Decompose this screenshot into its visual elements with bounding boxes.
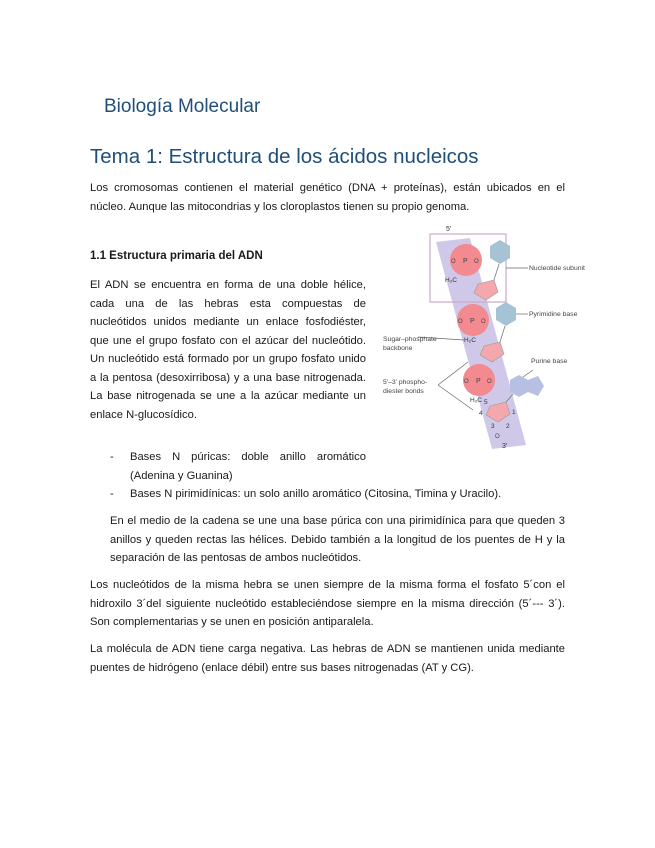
phosphate-o-3b: O [487,379,492,385]
label-sugar-phosphate-1: Sugar–phosphate [383,336,437,343]
label-nucleotide-subunit: Nucleotide subunit [529,265,585,272]
adn-paragraph: El ADN se encuentra en forma de una doble hélice, cada una de las hebras esta compuestas de nucleótidos unidos mediante un enlace fosfodiéster, que une el grupo fosfato con el azúcar del nucleótido. Un nucleótido está formado por un grupo fosfato unido a la pentosa (desoxirribosa) y a una base nitrogenada. La base nitrogenada se une a la azúcar mediante un enlace N-glucosídico. [90,279,366,421]
course-header: Biología Molecular [104,96,261,117]
phosphate-p-3: P [476,378,481,385]
base-pyrimidine-2 [496,302,516,326]
phosphate-o-3a: O [464,379,469,385]
bullet-dash: - [110,451,114,463]
negative-charge-paragraph: La molécula de ADN tiene carga negativa. Las hebras de ADN se mantienen unida mediante puentes de hidrógeno (enlace débil) entre sus bases nitrogenadas (AT y CG). [90,643,565,674]
phosphate-p-1: P [463,258,468,265]
list-item-text: Bases N pirimidínicas: un solo anillo aromático (Citosina, Timina y Uracilo). [130,488,502,500]
label-n5: 5 [484,399,488,406]
label-n3: 3 [491,423,495,430]
h2c-2: H₂C [464,337,476,344]
label-purine-base: Purine base [531,358,568,365]
base-types-list [90,448,568,504]
phosphate-o-1b: O [474,259,479,265]
phosphate-o-2a: O [458,319,463,325]
label-3prime: 3' [502,443,508,450]
label-pyrimidine-base: Pyrimidine base [529,311,578,318]
label-sugar-phosphate-2: backbone [383,345,413,352]
list-item [90,485,568,504]
bullet-dash: - [110,488,114,500]
phosphate-o-1a: O [451,259,456,265]
label-n2: 2 [506,423,510,430]
h2c-1: H₂C [445,277,457,284]
label-phosphodiester-2: diester bonds [383,388,424,395]
label-n4: 4 [479,410,483,417]
indent-paragraph: En el medio de la cadena se une una base púrica con una pirimidínica para que queden 3 anillos y queden rectas las hélices. Debido también a la longitud de los puentes de H y la separación de las pentosas de ambos nucleótidos. [110,515,565,564]
base-purine-hexagon [510,375,528,397]
list-item [90,448,366,485]
base-purine-pentagon [528,376,544,396]
dna-diagram [378,220,585,455]
phosphate-p-2: P [470,318,475,325]
label-3prime-o: O [495,434,500,440]
label-5prime: 5' [446,226,452,233]
intro-paragraph: Los cromosomas contienen el material genético (DNA + proteínas), están ubicados en el núcleo. Aunque las mitocondrias y los cloroplastos tienen su propio genoma. [90,182,565,213]
page-title: Tema 1: Estructura de los ácidos nucleicos [90,145,479,168]
list-item-text: Bases N púricas: doble anillo aromático (Adenina y Guanina) [130,451,366,482]
section-title: 1.1 Estructura primaria del ADN [90,250,263,262]
label-phosphodiester-1: 5'–3' phospho- [383,379,428,386]
backbone-band [436,238,526,449]
nucleotide-paragraph: Los nucleótidos de la misma hebra se unen siempre de la misma forma el fosfato 5´con el hidroxilo 3´del siguiente nucleótido estableciéndose siempre en la misma dirección (5´--- 3´). Son complementarias y se unen en posición antiparalela. [90,579,565,628]
base-pyrimidine-1 [490,240,510,264]
label-n1: 1 [512,409,516,416]
phosphate-o-2b: O [481,319,486,325]
h2c-3: H₂C [470,397,482,404]
